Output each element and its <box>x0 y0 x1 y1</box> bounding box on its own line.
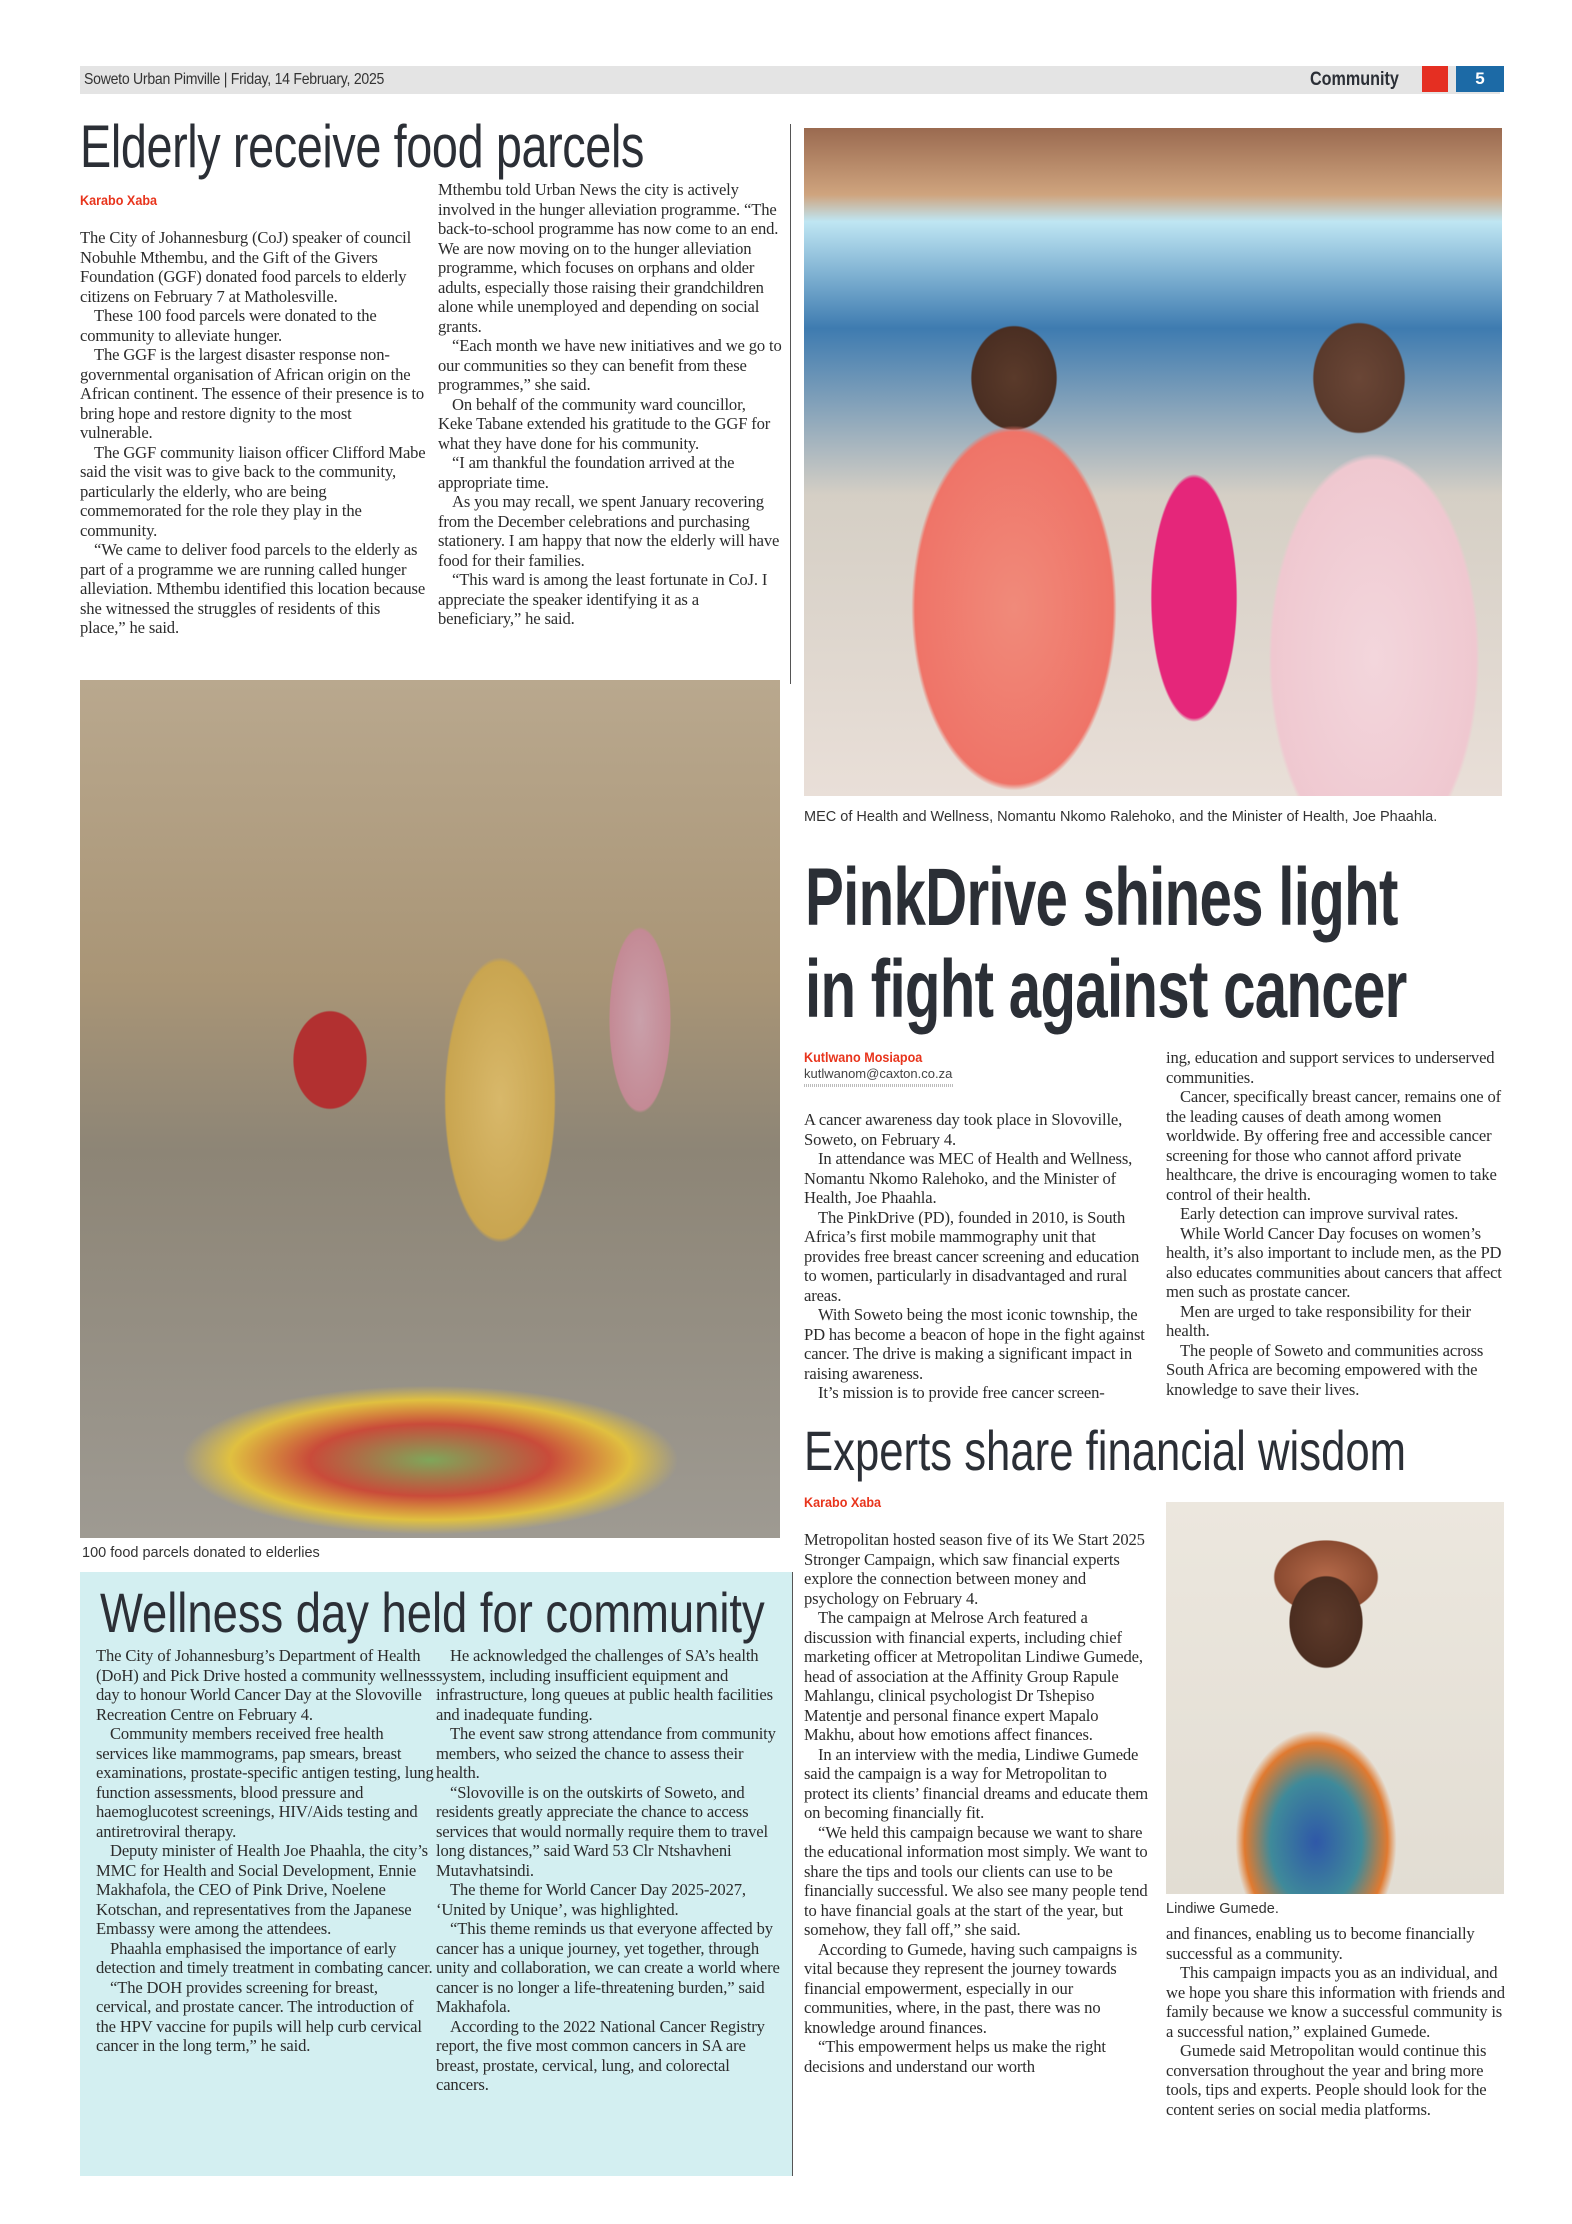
paragraph: According to Gumede, having such campaigns is vital because they represent the journey towards financial empowerment, especially in our communities, where, in the past, there was no knowledge around finances. <box>804 1939 1138 2037</box>
byline-pinkdrive: Kutlwano Mosiapoa <box>804 1049 923 1065</box>
paragraph: “Each month we have new initiatives and we go to our communities so they can benefit from these programmes,” she said. <box>438 336 782 394</box>
headline-experts: Experts share financial wisdom <box>804 1419 1407 1482</box>
paragraph: and finances, enabling us to become financially successful as a community. <box>1166 1924 1475 1963</box>
paragraph: The GGF community liaison officer Clifford Mabe said the visit was to give back to the community, particularly the elderly, who are being commemorated for the role they play in the community. <box>80 442 426 540</box>
paragraph: “This ward is among the least fortunate in CoJ. I appreciate the speaker identifying it as a beneficiary,” he said. <box>438 570 768 628</box>
column-divider <box>790 124 791 684</box>
photo-mec-and-minister <box>804 128 1502 796</box>
dotted-rule <box>804 1084 954 1087</box>
photo-lindiwe-gumede <box>1166 1502 1504 1894</box>
paragraph: Metropolitan hosted season five of its We Start 2025 Stronger Campaign, which saw financial experts explore the connection between money and psychology on February 4. <box>804 1530 1145 1608</box>
pinkdrive-column-1 <box>804 1110 1150 1403</box>
headline-elderly: Elderly receive food parcels <box>80 113 644 180</box>
paragraph: The City of Johannesburg’s Department of Health (DoH) and Pick Drive hosted a community wellness day to honour World Cancer Day at the Slovoville Recreation Centre on February 4. <box>96 1646 436 1724</box>
paragraph: Deputy minister of Health Joe Phaahla, the city’s MMC for Health and Social Development, Ennie Makhafola, the CEO of Pink Drive, Noelene Kotschan, and representatives from the Japanese Embassy were among the attendees. <box>96 1841 428 1938</box>
pinkdrive-column-2 <box>1166 1048 1506 1399</box>
paragraph: “Slovoville is on the outskirts of Soweto, and residents greatly appreciate the chance to access services that would normally require them to travel long distances,” said Ward 53 Clr Ntshavheni Mutavhatsindi. <box>436 1782 768 1880</box>
elderly-column-2 <box>438 180 782 629</box>
paragraph: The event saw strong attendance from community members, who seized the chance to assess their health. <box>436 1724 776 1782</box>
paragraph: “We held this campaign because we want to share the educational information most simply. We want to share the tips and tools our clients can use to be financially successful. We also see many people tend to have financial goals at the start of the year, but somehow, they fall off,” she said. <box>804 1822 1148 1939</box>
paragraph: The PinkDrive (PD), founded in 2010, is South Africa’s first mobile mammography unit that provides free breast cancer screening and education to women, particularly in disadvantaged and rural areas. <box>804 1207 1140 1305</box>
photo-elderly-food-parcels <box>80 680 780 1538</box>
paragraph: He acknowledged the challenges of SA’s health system, including insufficient equipment and infrastructure, long queues at public health facilities and inadequate funding. <box>436 1646 773 1724</box>
paragraph: “This theme reminds us that everyone affected by cancer has a unique journey, yet together, through unity and collaboration, we can create a world where cancer is no longer a life-threatening burden,” said Makhafola. <box>436 1919 780 2016</box>
paragraph: ing, education and support services to underserved communities. <box>1166 1048 1495 1087</box>
paragraph: “We came to deliver food parcels to the elderly as part of a programme we are running called hunger alleviation. Mthembu identified this location because she witnessed the struggles of residents of this place,” he said. <box>80 540 426 637</box>
experts-column-1 <box>804 1530 1152 2076</box>
wellness-column-1 <box>96 1646 436 2056</box>
paragraph: These 100 food parcels were donated to the community to alleviate hunger. <box>80 306 377 345</box>
paragraph: The City of Johannesburg (CoJ) speaker of council Nobuhle Mthembu, and the Gift of the Givers Foundation (GGF) donated food parcels to elderly citizens on February 7 at Matholesville. <box>80 228 412 306</box>
paragraph: Gumede said Metropolitan would continue this conversation throughout the year and bring more tools, tips and experts. People should look for the content series on social media platforms. <box>1166 2041 1487 2119</box>
caption-pinkdrive-photo: MEC of Health and Wellness, Nomantu Nkomo Ralehoko, and the Minister of Health, Joe Phaahla. <box>804 809 1438 825</box>
wellness-column-2 <box>436 1646 780 2095</box>
headline-wellness: Wellness day held for community <box>100 1581 765 1644</box>
paragraph: Cancer, specifically breast cancer, remains one of the leading causes of death among women worldwide. By offering free and accessible cancer screening for those who cannot afford private healthcare, the drive is encouraging women to take control of their health. <box>1166 1087 1502 1204</box>
paragraph: In an interview with the media, Lindiwe Gumede said the campaign is a way for Metropolitan to protect its clients’ financial dreams and educate them on becoming financially fit. <box>804 1744 1149 1822</box>
paragraph: Community members received free health services like mammograms, pap smears, breast examinations, prostate-specific antigen testing, lung function assessments, blood pressure and haemoglucotest screenings, HIV/Aids testing and antiretroviral therapy. <box>96 1724 434 1841</box>
caption-elderly-photo: 100 food parcels donated to elderlies <box>82 1545 320 1561</box>
paragraph: The campaign at Melrose Arch featured a discussion with financial experts, including chief marketing officer at Metropolitan Lindiwe Gumede, head of association at the Affinity Group Rapule Mahlangu, clinical psychologist Dr Tshepiso Matentje and personal finance expert Mapalo Makhu, about how emotions affect finances. <box>804 1608 1143 1744</box>
paragraph: According to the 2022 National Cancer Registry report, the five most common cancers in SA are breast, prostate, cervical, lung, and colorectal cancers. <box>436 2016 765 2094</box>
section-color-block <box>1422 66 1448 92</box>
page-number: 5 <box>1456 66 1504 92</box>
paragraph: The GGF is the largest disaster response non-governmental organisation of African origin on the African continent. The essence of their presence is to bring hope and restore dignity to the most vulnerable. <box>80 345 425 442</box>
paragraph: While World Cancer Day focuses on women’s health, it’s also important to include men, as the PD also educates communities about cancers that affect men such as prostate cancer. <box>1166 1223 1502 1301</box>
byline-experts: Karabo Xaba <box>804 1494 882 1510</box>
paragraph: The theme for World Cancer Day 2025-2027, ‘United by Unique’, was highlighted. <box>436 1880 746 1919</box>
paragraph: With Soweto being the most iconic township, the PD has become a beacon of hope in the fight against cancer. The drive is making a significant impact in raising awareness. <box>804 1305 1145 1383</box>
caption-gumede-photo: Lindiwe Gumede. <box>1166 1901 1279 1917</box>
paragraph: “I am thankful the foundation arrived at the appropriate time. <box>438 453 735 492</box>
paragraph: A cancer awareness day took place in Slovoville, Soweto, on February 4. <box>804 1110 1123 1149</box>
paragraph: “The DOH provides screening for breast, cervical, and prostate cancer. The introduction of the HPV vaccine for pupils will help curb cervical cancer in the long term,” he said. <box>96 1977 422 2055</box>
paragraph: This campaign impacts you as an individual, and we hope you share this information with friends and family because we know a successful community is a successful nation,” explained Gumede. <box>1166 1963 1505 2041</box>
paragraph: Men are urged to take responsibility for their health. <box>1166 1301 1471 1340</box>
column-divider <box>792 1572 793 2176</box>
paragraph: In attendance was MEC of Health and Wellness, Nomantu Nkomo Ralehoko, and the Minister of Health, Joe Phaahla. <box>804 1149 1133 1207</box>
elderly-column-1 <box>80 228 428 638</box>
paragraph: As you may recall, we spent January recovering from the December celebrations and purchasing stationery. I am happy that now the elderly will have food for their families. <box>438 492 780 570</box>
author-email: kutlwanom@caxton.co.za <box>804 1066 953 1081</box>
headline-pinkdrive <box>805 852 1407 1036</box>
publication-dateline: Soweto Urban Pimville | Friday, 14 February, 2025 <box>84 71 385 88</box>
paragraph: It’s mission is to provide free cancer screen- <box>818 1383 1105 1402</box>
paragraph: The people of Soweto and communities across South Africa are becoming empowered with the knowledge to save their lives. <box>1166 1340 1484 1399</box>
paragraph: On behalf of the community ward councillor, Keke Tabane extended his gratitude to the GGF for what they have done for his community. <box>438 394 771 453</box>
paragraph: Phaahla emphasised the importance of early detection and timely treatment in combating cancer. <box>96 1938 433 1977</box>
byline-elderly: Karabo Xaba <box>80 192 158 208</box>
paragraph: Mthembu told Urban News the city is actively involved in the hunger alleviation programme. “The back-to-school programme has now come to an end. We are now moving on to the hunger alleviation programme, which focuses on orphans and older adults, especially those raising their grandchildren alone while unemployed and depending on social grants. <box>438 180 779 336</box>
paragraph: Early detection can improve survival rates. <box>1180 1204 1459 1223</box>
headline-line-2: in fight against cancer <box>805 944 1407 1035</box>
experts-column-2 <box>1166 1924 1508 2119</box>
paragraph: “This empowerment helps us make the right decisions and understand our worth <box>804 2037 1106 2076</box>
section-label: Community <box>1310 69 1399 90</box>
headline-line-1: PinkDrive shines light <box>805 852 1398 943</box>
